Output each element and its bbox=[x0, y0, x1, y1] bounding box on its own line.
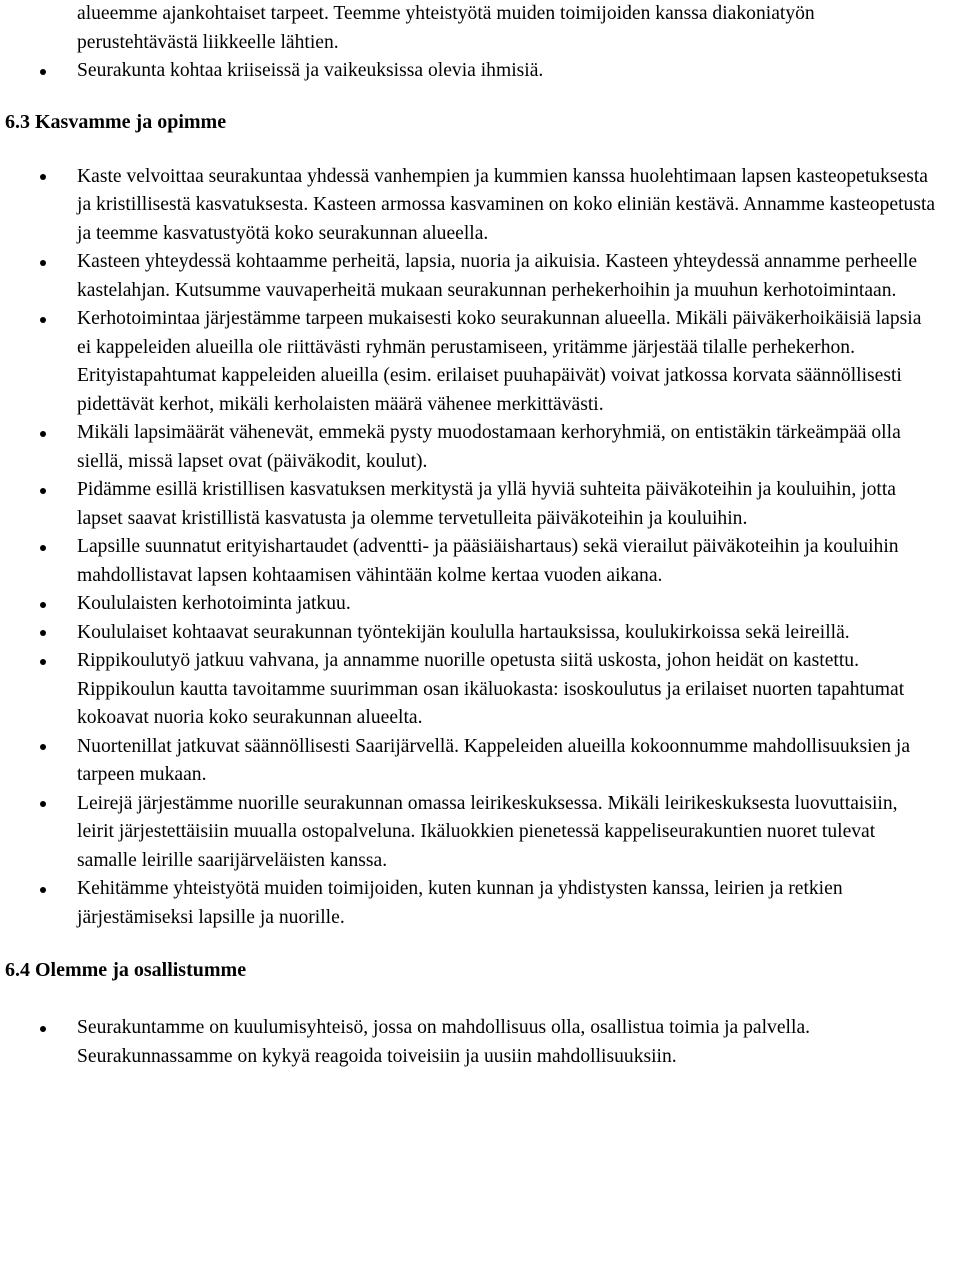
bullet-icon bbox=[40, 659, 46, 665]
list-item-continuation bbox=[0, 0, 960, 57]
list-item bbox=[0, 619, 960, 648]
bullet-icon bbox=[40, 801, 46, 807]
list-item-text: Kehitämme yhteistyötä muiden toimijoiden, kuten kunnan ja yhdistysten kanssa, leirien ja retkien järjestämiseksi lapsille ja nuorille. bbox=[77, 878, 843, 928]
list-item-text: Leirejä järjestämme nuorille seurakunnan omassa leirikeskuksessa. Mikäli leirikeskuksesta luovuttaisiin, leirit järjestettäisiin muualla ostopalveluna. Ikäluokkien pienetessä kappeliseurakuntien nuoret tulevat samalle leirille saarijärveläisten kanssa. bbox=[77, 792, 898, 871]
section-6-3-list bbox=[0, 163, 960, 933]
bullet-icon bbox=[40, 602, 46, 608]
list-item-text: Lapsille suunnatut erityishartaudet (adventti- ja pääsiäishartaus) sekä vierailut päiväkoteihin ja kouluihin mahdollistavat lapsen kohtaamisen vähintään kolme kertaa vuoden aikana. bbox=[77, 536, 899, 586]
list-item-text: Seurakunta kohtaa kriiseissä ja vaikeuksissa olevia ihmisiä. bbox=[77, 60, 544, 81]
bullet-icon bbox=[40, 69, 46, 75]
list-item bbox=[0, 790, 960, 876]
continuation-list bbox=[0, 0, 960, 86]
list-item-text: alueemme ajankohtaiset tarpeet. Teemme yhteistyötä muiden toimijoiden kanssa diakoniatyön perustehtävästä liikkeelle lähtien. bbox=[77, 3, 815, 53]
bullet-icon bbox=[40, 488, 46, 494]
bullet-icon bbox=[40, 260, 46, 266]
list-item-text: Kaste velvoittaa seurakuntaa yhdessä vanhempien ja kummien kanssa huolehtimaan lapsen kasteopetuksesta ja kristillisestä kasvatuksesta. Kasteen armossa kasvaminen on koko eliniän kestävä. Annamme kasteopetusta ja teemme kasvatustyötä koko seurakunnan alueella. bbox=[77, 165, 936, 244]
list-item-text: Nuortenillat jatkuvat säännöllisesti Saarijärvellä. Kappeleiden alueilla kokoonnumme mahdollisuuksien ja tarpeen mukaan. bbox=[77, 735, 911, 785]
list-item-text: Koululaisten kerhotoiminta jatkuu. bbox=[77, 593, 351, 614]
list-item bbox=[0, 1014, 960, 1071]
list-item bbox=[0, 305, 960, 419]
bullet-icon bbox=[40, 744, 46, 750]
list-item bbox=[0, 733, 960, 790]
section-heading-6-3: 6.3 Kasvamme ja opimme bbox=[5, 110, 227, 133]
list-item-text: Kerhotoimintaa järjestämme tarpeen mukaisesti koko seurakunnan alueella. Mikäli päiväkerhoikäisiä lapsia ei kappeleiden alueilla ole riittävästi ryhmän perustamiseen, yritämme järjestää tilalle perhekerhon. Erityistapahtumat kappeleiden alueilla (esim. erilaiset puuhapäivät) voivat jatkossa korvata säännöllisesti pidettävät kerhot, mikäli kerholaisten määrä vähenee merkittävästi. bbox=[77, 308, 922, 415]
list-item bbox=[0, 590, 960, 619]
list-item bbox=[0, 647, 960, 733]
list-item-text: Seurakuntamme on kuulumisyhteisö, jossa on mahdollisuus olla, osallistua toimia ja palvella. Seurakunnassamme on kykyä reagoida toiveisiin ja uusiin mahdollisuuksiin. bbox=[77, 1017, 811, 1067]
bullet-icon bbox=[40, 431, 46, 437]
list-item bbox=[0, 419, 960, 476]
list-item-text: Koululaiset kohtaavat seurakunnan työntekijän koululla hartauksissa, koulukirkoissa sekä leireillä. bbox=[77, 621, 850, 643]
list-item bbox=[0, 533, 960, 590]
bullet-icon bbox=[40, 1026, 46, 1032]
bullet-icon bbox=[40, 317, 46, 323]
list-item-text: Kasteen yhteydessä kohtaamme perheitä, lapsia, nuoria ja aikuisia. Kasteen yhteydessä annamme perheelle kastelahjan. Kutsumme vauvaperheitä mukaan seurakunnan perhekerhoihin ja muuhun kerhotoimintaan. bbox=[77, 251, 918, 301]
list-item bbox=[0, 57, 960, 86]
bullet-icon bbox=[40, 630, 46, 636]
list-item bbox=[0, 248, 960, 305]
bullet-icon bbox=[40, 887, 46, 893]
bullet-icon bbox=[40, 545, 46, 551]
list-item-text: Pidämme esillä kristillisen kasvatuksen merkitystä ja yllä hyviä suhteita päiväkoteihin ja kouluihin, jotta lapset saavat kristillistä kasvatusta ja olemme tervetulleita päiväkoteihin ja kouluihin. bbox=[77, 479, 896, 529]
list-item bbox=[0, 476, 960, 533]
list-item-text: Rippikoulutyö jatkuu vahvana, ja annamme nuorille opetusta siitä uskosta, johon heidät on kastettu. Rippikoulun kautta tavoitamme suurimman osan ikäluokasta: isoskoulutus ja erilaiset nuorten tapahtumat kokoavat nuoria koko seurakunnan alueelta. bbox=[77, 650, 905, 728]
section-heading-6-4: 6.4 Olemme ja osallistumme bbox=[5, 959, 247, 981]
list-item bbox=[0, 875, 960, 932]
section-6-4-list bbox=[0, 1014, 960, 1071]
bullet-icon bbox=[40, 174, 46, 180]
list-item-text: Mikäli lapsimäärät vähenevät, emmekä pysty muodostamaan kerhoryhmiä, on entistäkin tärkeämpää olla siellä, missä lapset ovat (päiväkodit, koulut). bbox=[77, 422, 901, 472]
list-item bbox=[0, 163, 960, 249]
